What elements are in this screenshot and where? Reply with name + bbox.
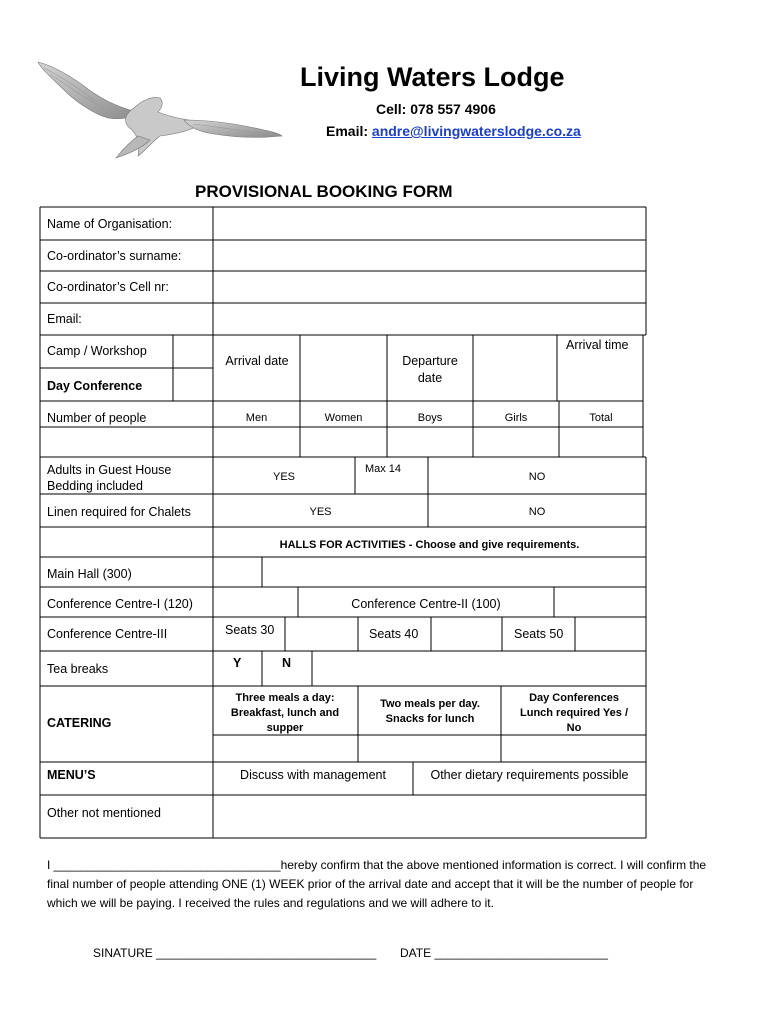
boys-count-field[interactable] (388, 428, 472, 456)
total-count-field[interactable] (560, 428, 642, 456)
label-camp-workshop: Camp / Workshop (47, 344, 147, 358)
option-three-meals: Three meals a day: Breakfast, lunch and supper (230, 692, 340, 734)
email-label: Email: (326, 123, 369, 139)
label-guest-house: Adults in Guest House Bedding included (47, 463, 172, 493)
tea-requirements[interactable] (313, 652, 645, 685)
camp-workshop-checkbox[interactable] (174, 336, 212, 367)
men-count-field[interactable] (214, 428, 299, 456)
label-surname: Co-ordinator’s surname: (47, 249, 182, 263)
label-email: Email: (47, 312, 82, 326)
label-other: Other not mentioned (47, 806, 161, 820)
label-day-conference: Day Conference (47, 379, 143, 393)
label-tea-breaks: Tea breaks (47, 662, 109, 676)
two-meals-field[interactable] (359, 736, 500, 761)
col-total: Total (589, 412, 613, 424)
col-women: Women (324, 412, 363, 424)
linen-no[interactable]: NO (528, 506, 546, 518)
label-departure-date: Departure date (402, 354, 458, 385)
email-field[interactable] (214, 304, 645, 334)
discuss-with-management: Discuss with management (240, 768, 386, 782)
tea-yes[interactable]: Y (233, 656, 242, 670)
signature-line[interactable]: SINATURE _________________________________ (93, 946, 377, 960)
label-catering: CATERING (47, 716, 112, 730)
email-link[interactable]: andre@livingwaterslodge.co.za (371, 123, 581, 139)
linen-yes[interactable]: YES (309, 506, 332, 518)
confirmation-text: I __________________________________hereby confirm that the above mentioned information is correct. I will confirm the final number of people attending ONE (1) WEEK prior of the arrival date and accept that it will be the number of people for which we will be paying. I received the rules and regulations and we will adhere to it. (47, 858, 707, 910)
label-menus: MENU’S (47, 768, 96, 782)
conference-centre-1-field[interactable] (214, 588, 297, 616)
label-conference-centre-1: Conference Centre-I (120) (47, 597, 193, 611)
label-number-of-people: Number of people (47, 411, 147, 425)
other-field[interactable] (214, 796, 645, 837)
seats-50-field[interactable] (576, 618, 645, 650)
label-conference-centre-2: Conference Centre-II (100) (351, 597, 501, 611)
label-seats-30: Seats 30 (225, 623, 275, 637)
tea-no[interactable]: N (282, 656, 292, 670)
form-title: PROVISIONAL BOOKING FORM (195, 182, 453, 201)
label-cell: Co-ordinator’s Cell nr: (47, 280, 169, 294)
col-boys: Boys (417, 412, 443, 424)
girls-count-field[interactable] (474, 428, 558, 456)
women-count-field[interactable] (301, 428, 386, 456)
label-linen: Linen required for Chalets (47, 505, 191, 519)
cell-field[interactable] (214, 272, 645, 302)
company-name: Living Waters Lodge (300, 62, 565, 92)
label-main-hall: Main Hall (300) (47, 567, 132, 581)
label-conference-centre-3: Conference Centre-III (47, 627, 168, 641)
label-arrival-date: Arrival date (225, 354, 289, 368)
day-conference-lunch-field[interactable] (502, 736, 645, 761)
guest-house-no[interactable]: NO (528, 471, 546, 483)
halls-heading: HALLS FOR ACTIVITIES - Choose and give requirements. (279, 539, 580, 551)
arrival-date-field[interactable] (301, 336, 386, 400)
conference-centre-2-field[interactable] (555, 588, 645, 616)
label-organisation: Name of Organisation: (47, 217, 173, 231)
main-hall-checkbox[interactable] (214, 558, 261, 586)
guest-house-max: Max 14 (364, 463, 402, 475)
option-day-conference-lunch: Day Conferences Lunch required Yes / No (520, 692, 628, 734)
surname-field[interactable] (214, 241, 645, 270)
col-girls: Girls (504, 412, 528, 424)
seats-30-field[interactable] (286, 618, 357, 650)
option-two-meals: Two meals per day. Snacks for lunch (380, 698, 480, 725)
guest-house-yes[interactable]: YES (272, 471, 295, 483)
label-seats-40: Seats 40 (369, 627, 419, 641)
day-conference-checkbox[interactable] (174, 369, 212, 400)
date-line[interactable]: DATE __________________________ (400, 946, 608, 960)
label-seats-50: Seats 50 (514, 627, 564, 641)
main-hall-requirements[interactable] (263, 558, 645, 586)
cell-number: Cell: 078 557 4906 (376, 101, 496, 117)
label-arrival-time: Arrival time (566, 338, 629, 352)
dietary-requirements: Other dietary requirements possible (430, 768, 629, 782)
departure-date-field[interactable] (474, 336, 556, 400)
organisation-field[interactable] (214, 208, 645, 239)
seats-40-field[interactable] (432, 618, 501, 650)
three-meals-field[interactable] (214, 736, 357, 761)
col-men: Men (245, 412, 268, 424)
